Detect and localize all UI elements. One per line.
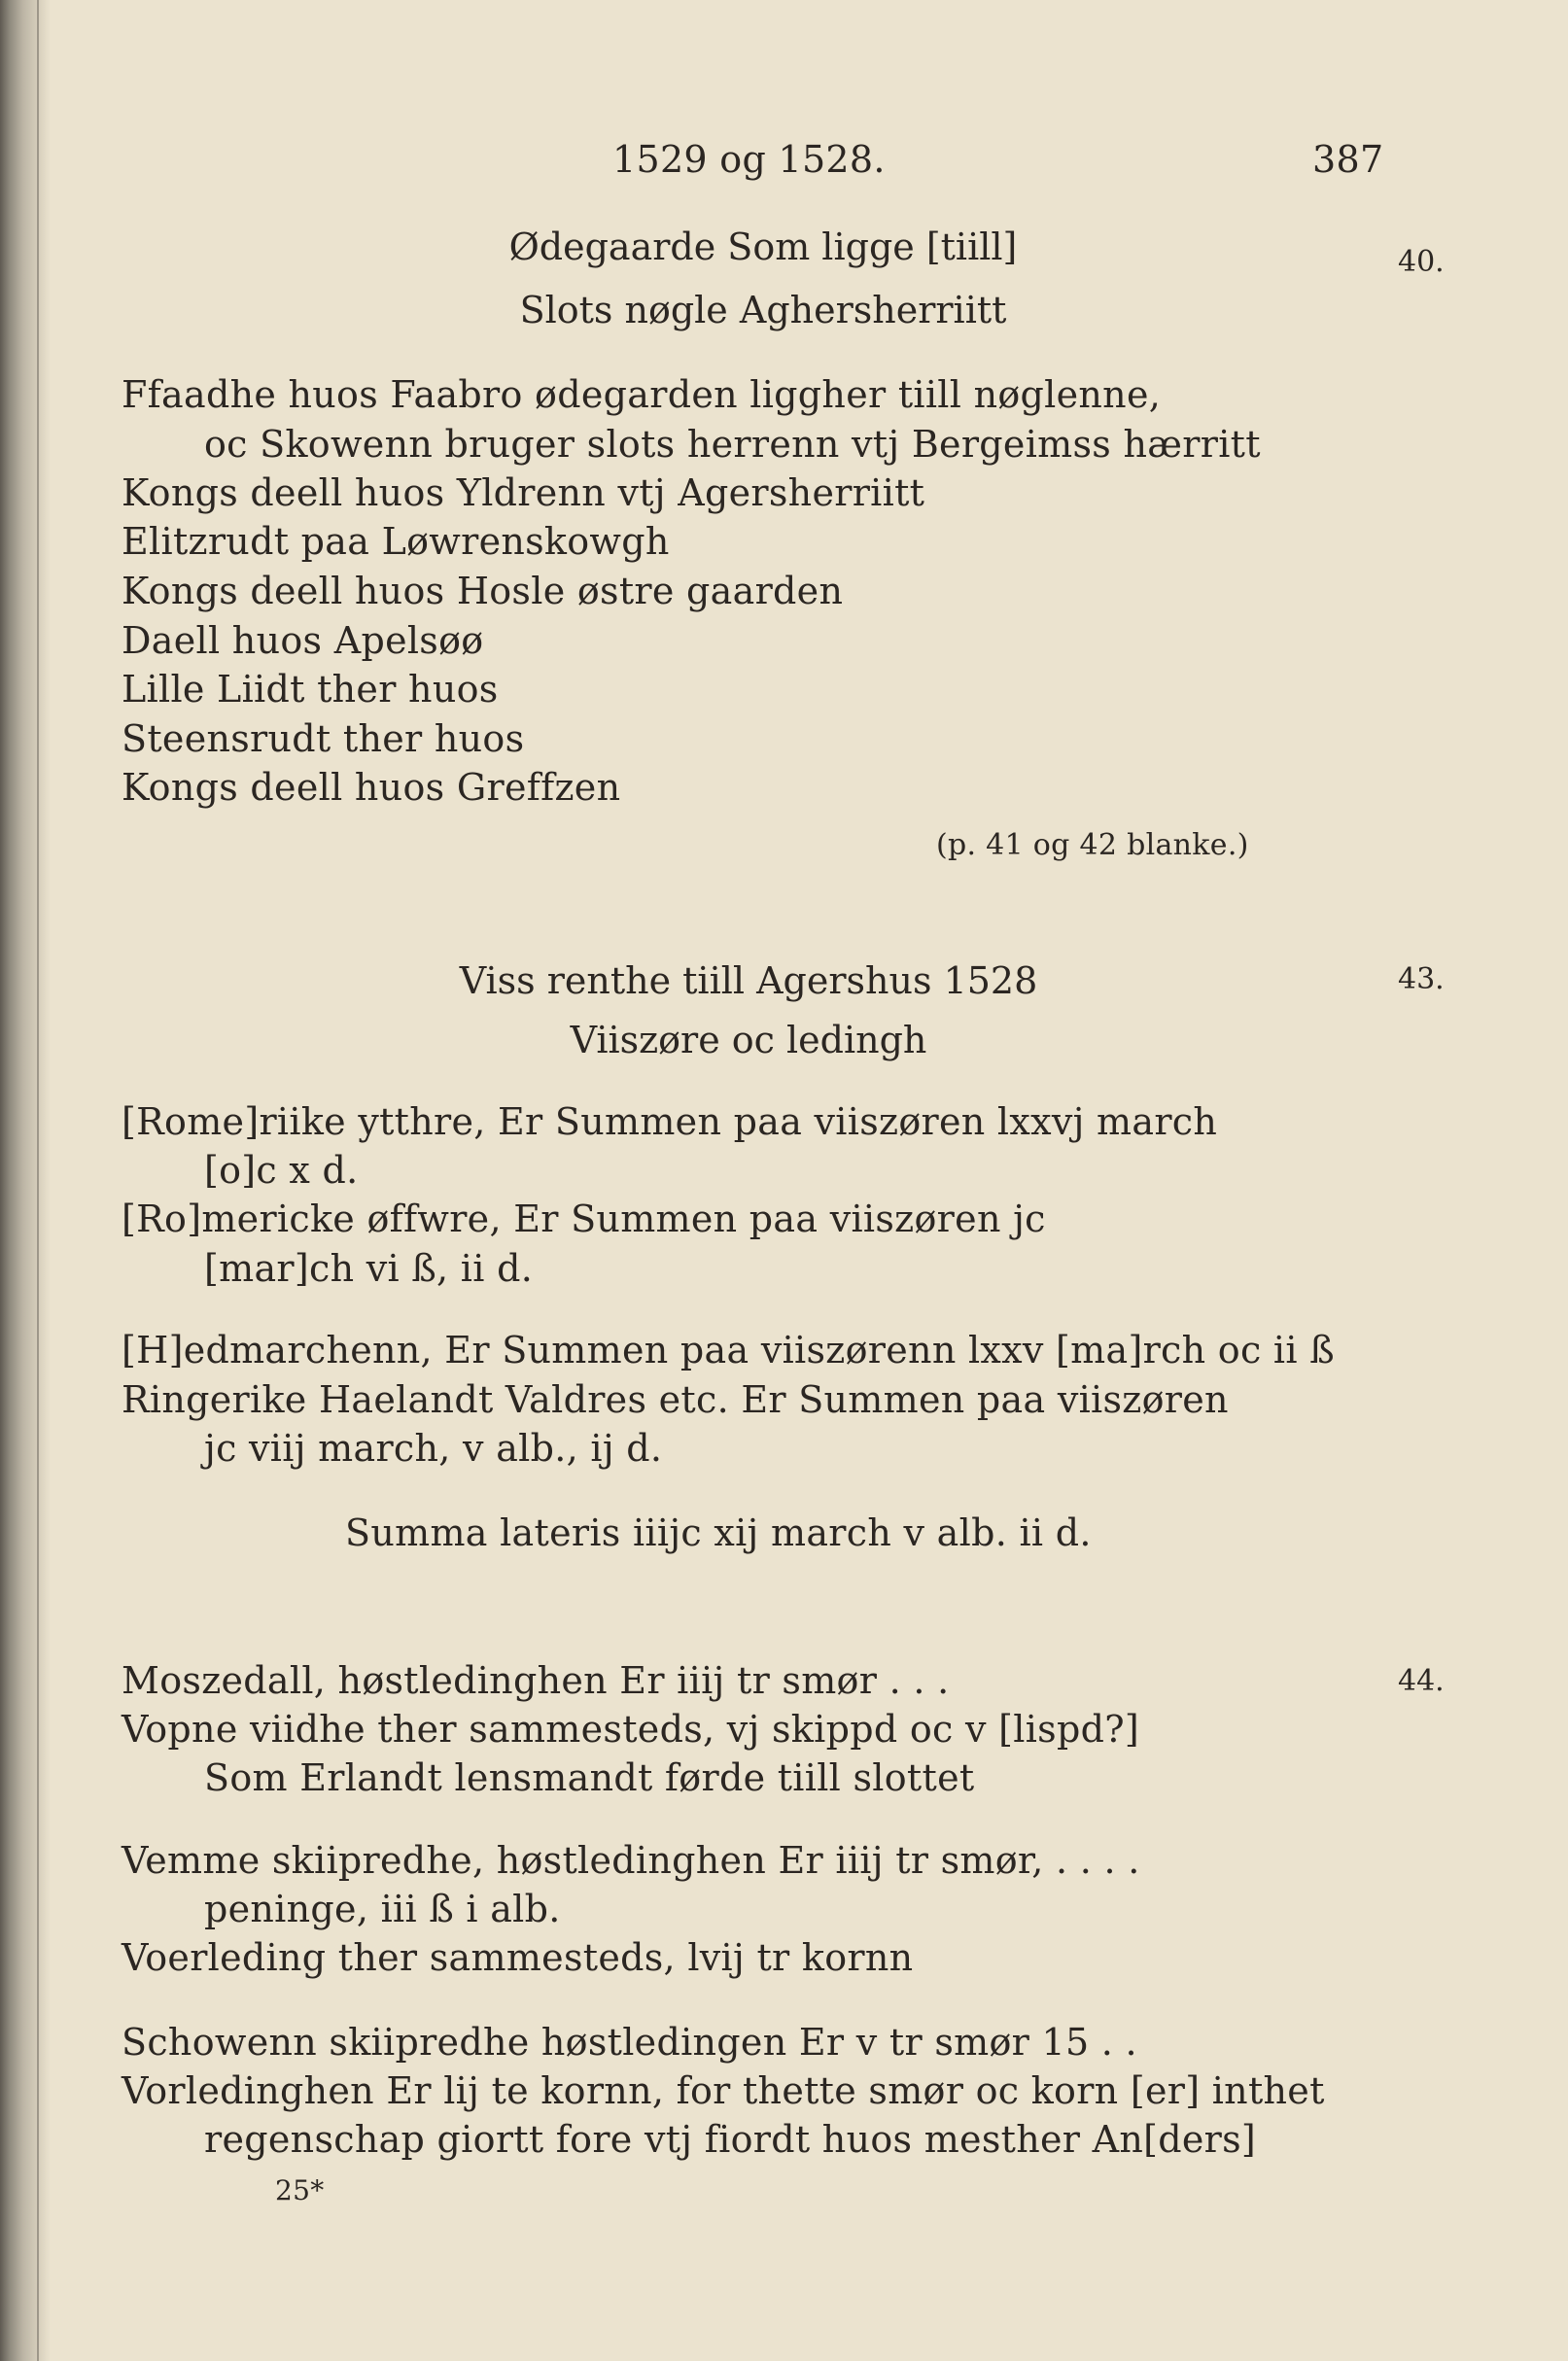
margin-number-44: 44. xyxy=(1398,1664,1445,1698)
section40-line: Kongs deell huos Greffzen xyxy=(122,766,621,809)
section43-summa: Summa lateris iiijc xij march v alb. ii d. xyxy=(345,1511,1092,1554)
section43-line: [o]c x d. xyxy=(204,1149,359,1192)
section44-line: Schowenn skiipredhe høstledingen Er v tr smør 15 . . xyxy=(122,2021,1137,2064)
section44-line: regenschap giortt fore vtj fiordt huos mesther An[ders] xyxy=(204,2118,1257,2161)
section44-line: Moszedall, høstledinghen Er iiij tr smør . . . xyxy=(122,1659,950,1702)
section44-line: peninge, iii ß i alb. xyxy=(204,1888,561,1930)
section40-title-line1: Ødegaarde Som ligge [tiill] xyxy=(508,226,1018,268)
section40-line: oc Skowenn bruger slots herrenn vtj Bergeimss hærritt xyxy=(204,423,1261,466)
page-number: 387 xyxy=(1312,138,1384,181)
page-gutter-shadow xyxy=(0,0,51,2361)
section44-line: Voerleding ther sammesteds, lvij tr kornn xyxy=(122,1936,914,1979)
section40-title-line2: Slots nøgle Aghersherriitt xyxy=(519,289,1007,331)
section43-line: jc viij march, v alb., ij d. xyxy=(204,1427,663,1470)
section44-line: Vopne viidhe ther sammesteds, vj skippd oc v [lispd?] xyxy=(122,1708,1140,1751)
section43-line: [Rome]riike ytthre, Er Summen paa viiszøren lxxvj march xyxy=(122,1100,1218,1143)
running-title: 1529 og 1528. xyxy=(612,138,886,181)
section43-line: Ringerike Haelandt Valdres etc. Er Summen paa viiszøren xyxy=(122,1378,1229,1421)
section43-line: [mar]ch vi ß, ii d. xyxy=(204,1247,534,1290)
section43-title-line2: Viiszøre oc ledingh xyxy=(570,1019,927,1061)
section40-line: Elitzrudt paa Løwrenskowgh xyxy=(122,520,670,563)
margin-number-40: 40. xyxy=(1398,245,1445,279)
signature-mark: 25* xyxy=(275,2174,325,2206)
section43-line: [H]edmarchenn, Er Summen paa viiszørenn lxxv [ma]rch oc ii ß xyxy=(122,1329,1335,1371)
section40-note: (p. 41 og 42 blanke.) xyxy=(936,828,1249,862)
section40-line: Lille Liidt ther huos xyxy=(122,668,499,711)
section44-line: Vemme skiipredhe, høstledinghen Er iiij tr smør, . . . . xyxy=(122,1839,1140,1882)
binding-line xyxy=(37,0,39,2361)
section40-line: Daell huos Apelsøø xyxy=(122,619,484,662)
section43-title-line1: Viss renthe tiill Agershus 1528 xyxy=(459,959,1038,1002)
section40-line: Steensrudt ther huos xyxy=(122,717,525,760)
margin-number-43: 43. xyxy=(1398,962,1445,996)
section40-line: Ffaadhe huos Faabro ødegarden liggher tiill nøglenne, xyxy=(122,373,1162,416)
section44-line: Vorledinghen Er lij te kornn, for thette smør oc korn [er] inthet xyxy=(122,2069,1325,2112)
section43-line: [Ro]mericke øffwre, Er Summen paa viiszøren jc xyxy=(122,1198,1046,1240)
section40-line: Kongs deell huos Hosle østre gaarden xyxy=(122,570,844,612)
section40-line: Kongs deell huos Yldrenn vtj Agersherriitt xyxy=(122,471,925,514)
section44-line: Som Erlandt lensmandt førde tiill slottet xyxy=(204,1756,975,1799)
